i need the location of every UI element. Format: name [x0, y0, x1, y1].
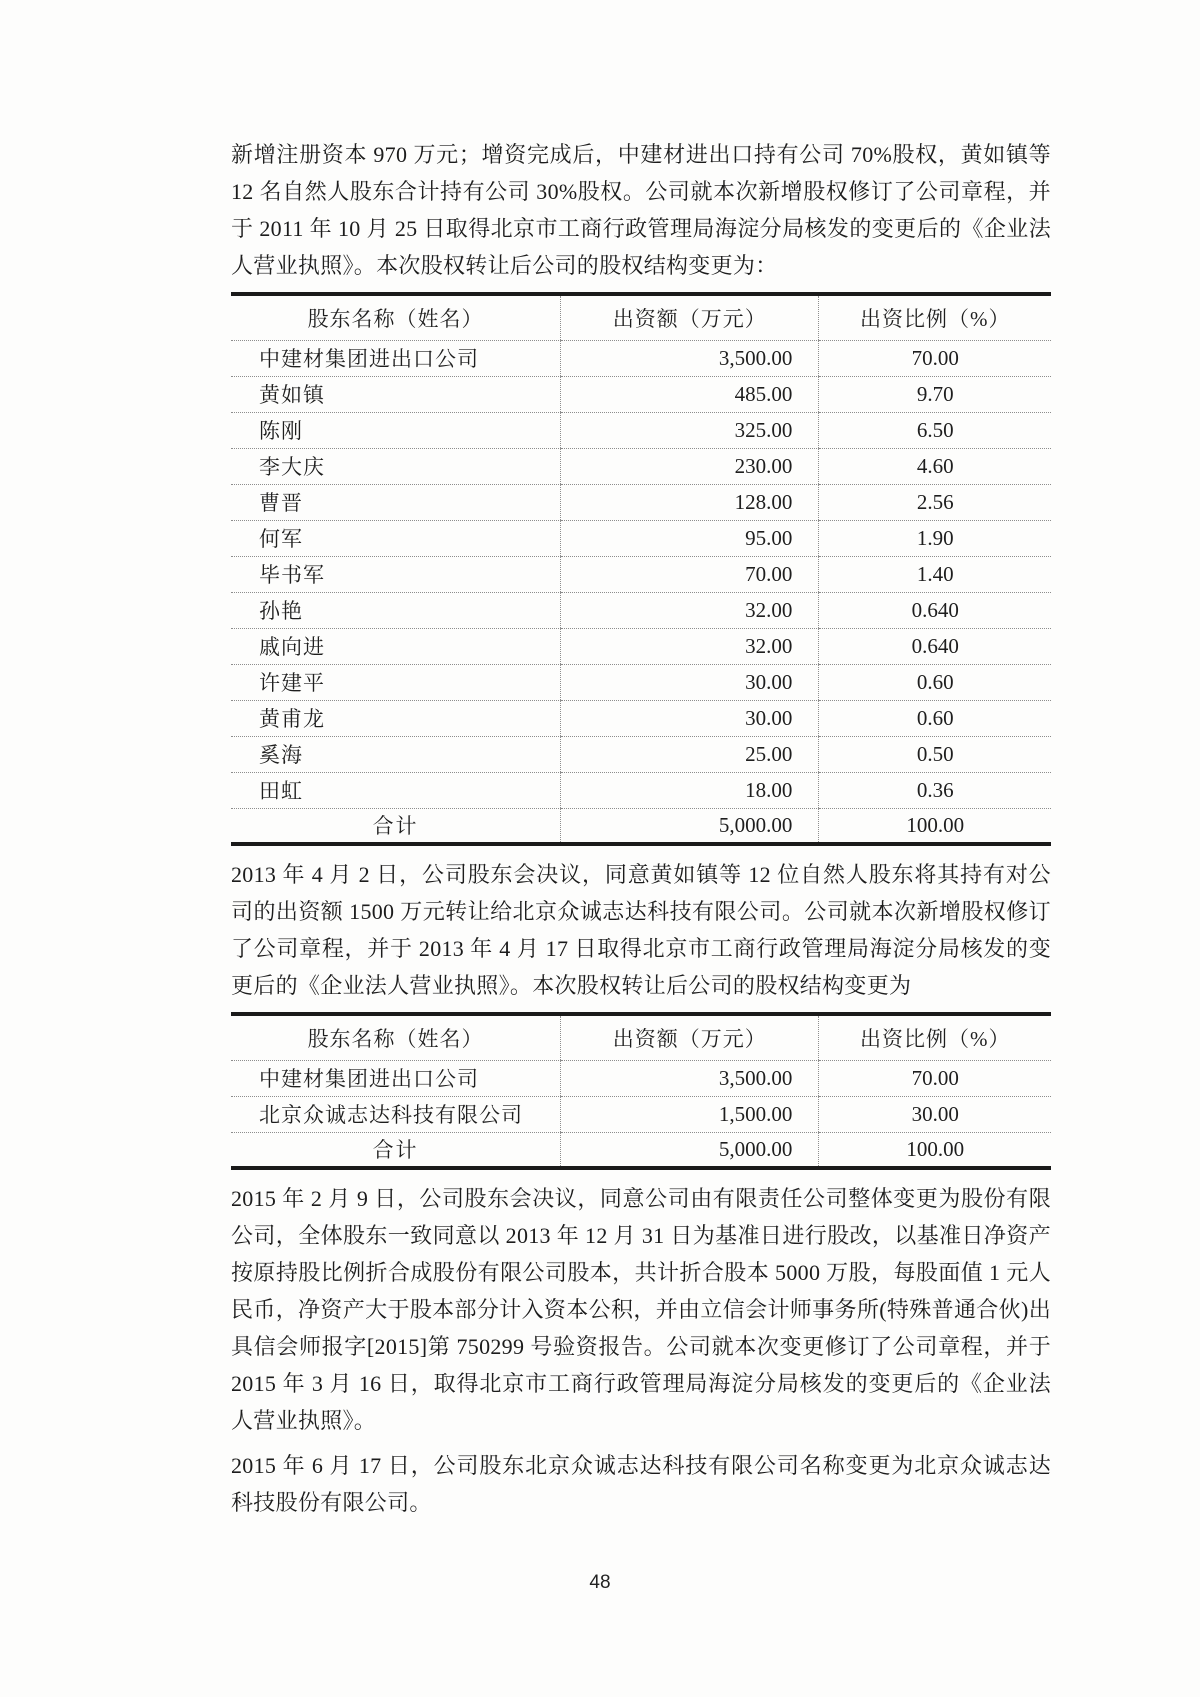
table-total-row: [231, 1132, 1051, 1168]
table-row: [231, 772, 1051, 808]
contribution-ratio-cell: 0.60: [819, 664, 1051, 700]
shareholder-name-cell: 黄如镇: [231, 376, 561, 412]
table-row: [231, 736, 1051, 772]
shareholder-name-cell: 孙艳: [231, 592, 561, 628]
contribution-ratio-cell: 1.90: [819, 520, 1051, 556]
contribution-ratio-cell: 30.00: [819, 1096, 1051, 1132]
shareholder-name-cell: 戚向进: [231, 628, 561, 664]
shareholder-name-cell: 曹晋: [231, 484, 561, 520]
shareholder-name-cell: 何军: [231, 520, 561, 556]
col-header-contribution-amount: 出资额（万元）: [561, 294, 819, 340]
table-row: [231, 412, 1051, 448]
paragraph-joint-stock-conversion-2015: 2015 年 2 月 9 日，公司股东会决议，同意公司由有限责任公司整体变更为股份有限公司，全体股东一致同意以 2013 年 12 月 31 日为基准日进行股改，以基准日净资产按原持股比例折合成股份有限公司股本，共计折合股本 5000 万股，每股面值 1 元人民币，净资产大于股本部分计入资本公积，并由立信会计师事务所(特殊普通合伙)出具信会师报字[2015]第 750299 号验资报告。公司就本次变更修订了公司章程，并于 2015 年 3 月 16 日，取得北京市工商行政管理局海淀分局核发的变更后的《企业法人营业执照》。: [231, 1186, 1051, 1433]
contribution-amount-cell: 1,500.00: [561, 1096, 819, 1132]
paragraph-shareholder-rename-2015: 2015 年 6 月 17 日，公司股东北京众诚志达科技有限公司名称变更为北京众诚志达科技股份有限公司。: [231, 1453, 1051, 1515]
shareholder-name-cell: 黄甫龙: [231, 700, 561, 736]
total-ratio-cell: 100.00: [819, 1132, 1051, 1168]
contribution-ratio-cell: 1.40: [819, 556, 1051, 592]
contribution-ratio-cell: 6.50: [819, 412, 1051, 448]
shareholder-name-cell: 中建材集团进出口公司: [231, 1060, 561, 1096]
col-header-contribution-ratio: 出资比例（%）: [819, 294, 1051, 340]
contribution-amount-cell: 3,500.00: [561, 340, 819, 376]
table-header-row: [231, 1014, 1051, 1060]
table-row: [231, 376, 1051, 412]
contribution-ratio-cell: 4.60: [819, 448, 1051, 484]
contribution-amount-cell: 3,500.00: [561, 1060, 819, 1096]
table-row: [231, 664, 1051, 700]
total-ratio-cell: 100.00: [819, 808, 1051, 844]
table-row: [231, 484, 1051, 520]
contribution-ratio-cell: 0.60: [819, 700, 1051, 736]
shareholder-name-cell: 北京众诚志达科技有限公司: [231, 1096, 561, 1132]
col-header-contribution-ratio: 出资比例（%）: [819, 1014, 1051, 1060]
contribution-ratio-cell: 0.36: [819, 772, 1051, 808]
contribution-ratio-cell: 70.00: [819, 1060, 1051, 1096]
total-amount-cell: 5,000.00: [561, 808, 819, 844]
shareholder-name-cell: 中建材集团进出口公司: [231, 340, 561, 376]
table-total-row: [231, 808, 1051, 844]
table-header-row: [231, 294, 1051, 340]
shareholder-name-cell: 毕书军: [231, 556, 561, 592]
contribution-amount-cell: 25.00: [561, 736, 819, 772]
contribution-amount-cell: 32.00: [561, 592, 819, 628]
total-label-cell: 合计: [372, 1138, 419, 1163]
page-content: [231, 136, 1051, 1529]
contribution-ratio-cell: 2.56: [819, 484, 1051, 520]
table-row: [231, 1096, 1051, 1132]
shareholding-table-2013: [231, 1012, 1051, 1170]
table-row: [231, 448, 1051, 484]
table-row: [231, 520, 1051, 556]
contribution-amount-cell: 325.00: [561, 412, 819, 448]
shareholder-name-cell: 李大庆: [231, 448, 561, 484]
table-row: [231, 700, 1051, 736]
col-header-contribution-amount: 出资额（万元）: [561, 1014, 819, 1060]
table-row: [231, 340, 1051, 376]
shareholding-table-2011: [231, 292, 1051, 846]
table-row: [231, 628, 1051, 664]
contribution-ratio-cell: 0.640: [819, 592, 1051, 628]
paragraph-equity-transfer-2013: 2013 年 4 月 2 日，公司股东会决议，同意黄如镇等 12 位自然人股东将其持有对公司的出资额 1500 万元转让给北京众诚志达科技有限公司。公司就本次新增股权修订了公司章程，并于 2013 年 4 月 17 日取得北京市工商行政管理局海淀分局核发的变更后的《企业法人营业执照》。本次股权转让后公司的股权结构变更为: [231, 862, 1051, 998]
contribution-amount-cell: 32.00: [561, 628, 819, 664]
col-header-shareholder-name: 股东名称（姓名）: [231, 294, 561, 340]
contribution-amount-cell: 30.00: [561, 700, 819, 736]
paragraph-capital-increase-2011: 新增注册资本 970 万元；增资完成后，中建材进出口持有公司 70%股权，黄如镇等 12 名自然人股东合计持有公司 30%股权。公司就本次新增股权修订了公司章程，并于 2011 年 10 月 25 日取得北京市工商行政管理局海淀分局核发的变更后的《企业法人营业执照》。本次股权转让后公司的股权结构变更为：: [231, 142, 1051, 278]
shareholder-name-cell: 田虹: [231, 772, 561, 808]
contribution-amount-cell: 128.00: [561, 484, 819, 520]
contribution-ratio-cell: 0.50: [819, 736, 1051, 772]
contribution-amount-cell: 30.00: [561, 664, 819, 700]
shareholder-name-cell: 陈刚: [231, 412, 561, 448]
contribution-amount-cell: 70.00: [561, 556, 819, 592]
total-label-cell: 合计: [372, 814, 419, 839]
shareholder-name-cell: 许建平: [231, 664, 561, 700]
contribution-amount-cell: 95.00: [561, 520, 819, 556]
contribution-ratio-cell: 9.70: [819, 376, 1051, 412]
contribution-ratio-cell: 0.640: [819, 628, 1051, 664]
total-amount-cell: 5,000.00: [561, 1132, 819, 1168]
table-row: [231, 592, 1051, 628]
table-row: [231, 1060, 1051, 1096]
shareholder-name-cell: 奚海: [231, 736, 561, 772]
contribution-amount-cell: 18.00: [561, 772, 819, 808]
contribution-amount-cell: 485.00: [561, 376, 819, 412]
col-header-shareholder-name: 股东名称（姓名）: [231, 1014, 561, 1060]
table-row: [231, 556, 1051, 592]
contribution-ratio-cell: 70.00: [819, 340, 1051, 376]
contribution-amount-cell: 230.00: [561, 448, 819, 484]
page-number: 48: [589, 1572, 611, 1593]
